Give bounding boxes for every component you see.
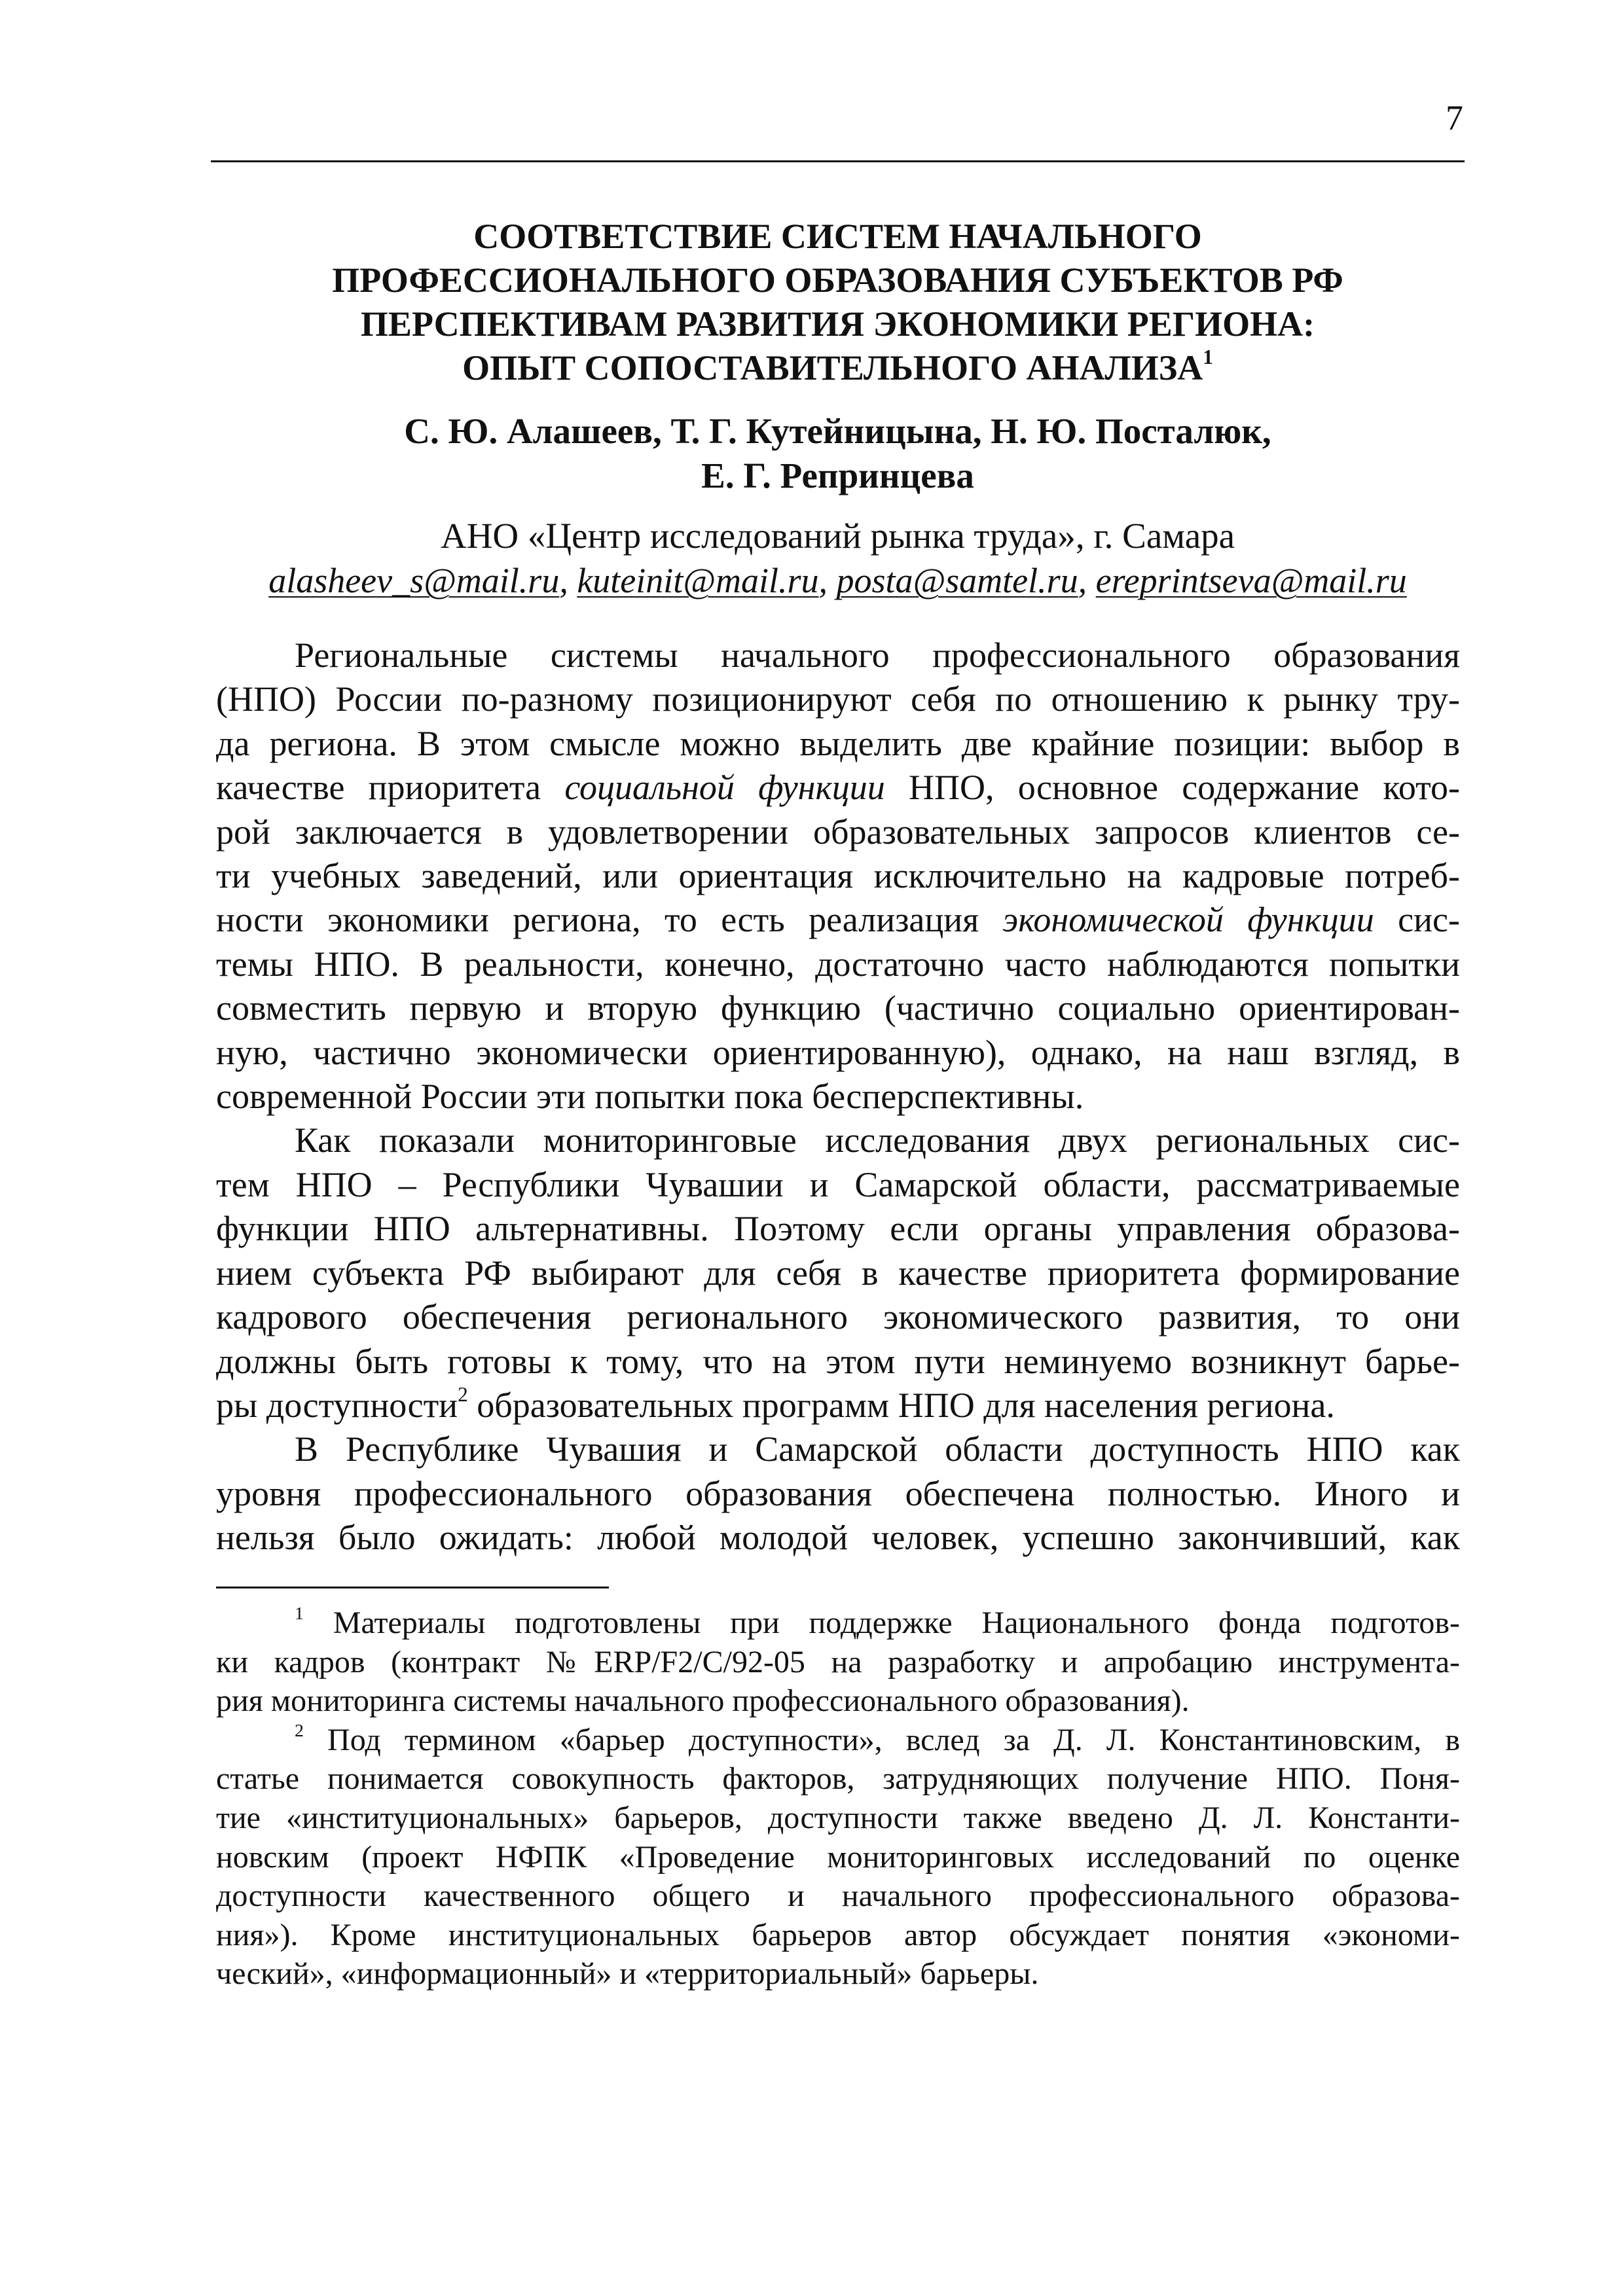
footnote-line: ческий», «информационный» и «территориальный» барьеры. [216, 1956, 1039, 1992]
footnote-line: статье понимается совокупность факторов, затрудняющих получение НПО. Поня- [216, 1761, 1460, 1797]
email-link[interactable]: ereprintseva@mail.ru [1095, 561, 1407, 600]
affiliation: АНО «Центр исследований рынка труда», г. Самара [440, 516, 1235, 556]
body-line: ную, частично экономически ориентированную), однако, на наш взгляд, в [216, 1032, 1460, 1072]
text-run: сис- [1374, 900, 1460, 940]
footnote-line [216, 1604, 1460, 1643]
email-separator: , [1078, 561, 1087, 600]
body-line: тем НПО – Республики Чувашии и Самарской области, рассматриваемые [216, 1164, 1460, 1204]
body-line: кадрового обеспечения регионального экономического развития, то они [216, 1297, 1460, 1337]
header-rule [211, 160, 1465, 162]
body-line: В Республике Чувашия и Самарской области доступность НПО как [295, 1429, 1460, 1469]
footnote-line: ки кадров (контракт №ERP/F2/C/92-05 на разработку и апробацию инструмента- [216, 1644, 1460, 1679]
body-line: должны быть готовы к тому, что на этом пути неминуемо возникнут барье- [216, 1341, 1460, 1381]
text-run: Материалы подготовлены при поддержке Национального фонда подготов- [303, 1605, 1460, 1640]
body-line: нельзя было ожидать: любой молодой человек, успешно закончивший, как [216, 1518, 1460, 1558]
authors-line: Е. Г. Репринцева [701, 456, 974, 495]
title-line: ПРОФЕССИОНАЛЬНОГО ОБРАЗОВАНИЯ СУБЪЕКТОВ РФ [332, 260, 1343, 300]
email-separator: , [818, 561, 828, 600]
footnote-line: ния»). Кроме институциональных барьеров автор обсуждает понятия «экономи- [216, 1917, 1460, 1952]
footnote-1-mark: 1 [295, 1603, 304, 1624]
text-run: качестве приоритета [216, 768, 565, 808]
body-line [216, 766, 1460, 810]
body-line: нием субъекта РФ выбирают для себя в качестве приоритета формирование [216, 1253, 1460, 1293]
authors [211, 409, 1465, 498]
text-run: НПО, основное содержание кото- [884, 768, 1460, 808]
title-line: ПЕРСПЕКТИВАМ РАЗВИТИЯ ЭКОНОМИКИ РЕГИОНА: [360, 304, 1315, 344]
footnote-mark-2[interactable]: 2 [458, 1383, 468, 1407]
body-line: (НПО) России по-разному позиционируют себя по отношению к рынку тру- [216, 679, 1460, 719]
authors-line: С. Ю. Алашеев, Т. Г. Кутейницына, Н. Ю. Посталюк, [404, 411, 1271, 451]
text-run: образовательных программ НПО для населения региона. [467, 1385, 1335, 1425]
body-line: да региона. В этом смысле можно выделить две крайние позиции: выбор в [216, 723, 1460, 763]
page-number: 7 [1446, 98, 1463, 137]
article-title [211, 215, 1465, 390]
body-line: уровня профессионального образования обеспечена полностью. Иного и [216, 1473, 1460, 1513]
title-line [211, 346, 1465, 390]
title-line-text: ОПЫТ СОПОСТАВИТЕЛЬНОГО АНАЛИЗА [462, 348, 1203, 387]
body-line: рой заключается в удовлетворении образовательных запросов клиентов се- [216, 812, 1460, 852]
email-link[interactable]: kuteinit@mail.ru [577, 561, 819, 600]
footnote-line [216, 1721, 1460, 1760]
email-link[interactable]: posta@samtel.ru [836, 561, 1078, 600]
email-separator: , [559, 561, 568, 600]
text-run: ры доступности [216, 1385, 458, 1425]
emphasis-social-function: социальной функции [564, 768, 885, 808]
author-emails [211, 558, 1465, 603]
body-line: Региональные системы начального профессионального образования [295, 636, 1460, 675]
text-run: Под термином «барьер доступности», вслед за Д. Л. Константиновским, в [303, 1722, 1460, 1757]
footnote-line: рия мониторинга системы начального профессионального образования). [216, 1683, 1190, 1719]
title-footnote-mark[interactable]: 1 [1203, 346, 1213, 369]
body-line: ти учебных заведений, или ориентация исключительно на кадровые потреб- [216, 856, 1460, 896]
body-line: темы НПО. В реальности, конечно, достаточно часто наблюдаются попытки [216, 944, 1460, 984]
footnote-line: новским (проект НФПК «Проведение мониторинговых исследований по оценке [216, 1839, 1460, 1874]
body-line [216, 898, 1460, 942]
text-run: ности экономики региона, то есть реализация [216, 900, 1003, 940]
emphasis-economic-function: экономической функции [1002, 900, 1374, 940]
title-line: СООТВЕТСТВИЕ СИСТЕМ НАЧАЛЬНОГО [473, 217, 1202, 256]
footnote-2-mark: 2 [295, 1720, 304, 1741]
body-line: Как показали мониторинговые исследования двух региональных сис- [295, 1121, 1460, 1160]
body-line: совместить первую и вторую функцию (частично социально ориентирован- [216, 988, 1460, 1028]
footnote-rule [216, 1587, 609, 1588]
footnotes [216, 1604, 1460, 1994]
body-line [216, 1384, 1460, 1427]
body-line: современной России эти попытки пока бесперспективны. [216, 1077, 1084, 1117]
footnote-line: доступности качественного общего и начального профессионального образова- [216, 1878, 1460, 1914]
email-link[interactable]: alasheev_s@mail.ru [268, 561, 560, 600]
body-line: функции НПО альтернативны. Поэтому если органы управления образова- [216, 1209, 1460, 1249]
footnote-line: тие «институциональных» барьеров, доступности также введено Д. Л. Константи- [216, 1800, 1460, 1835]
body-text [216, 634, 1460, 1560]
